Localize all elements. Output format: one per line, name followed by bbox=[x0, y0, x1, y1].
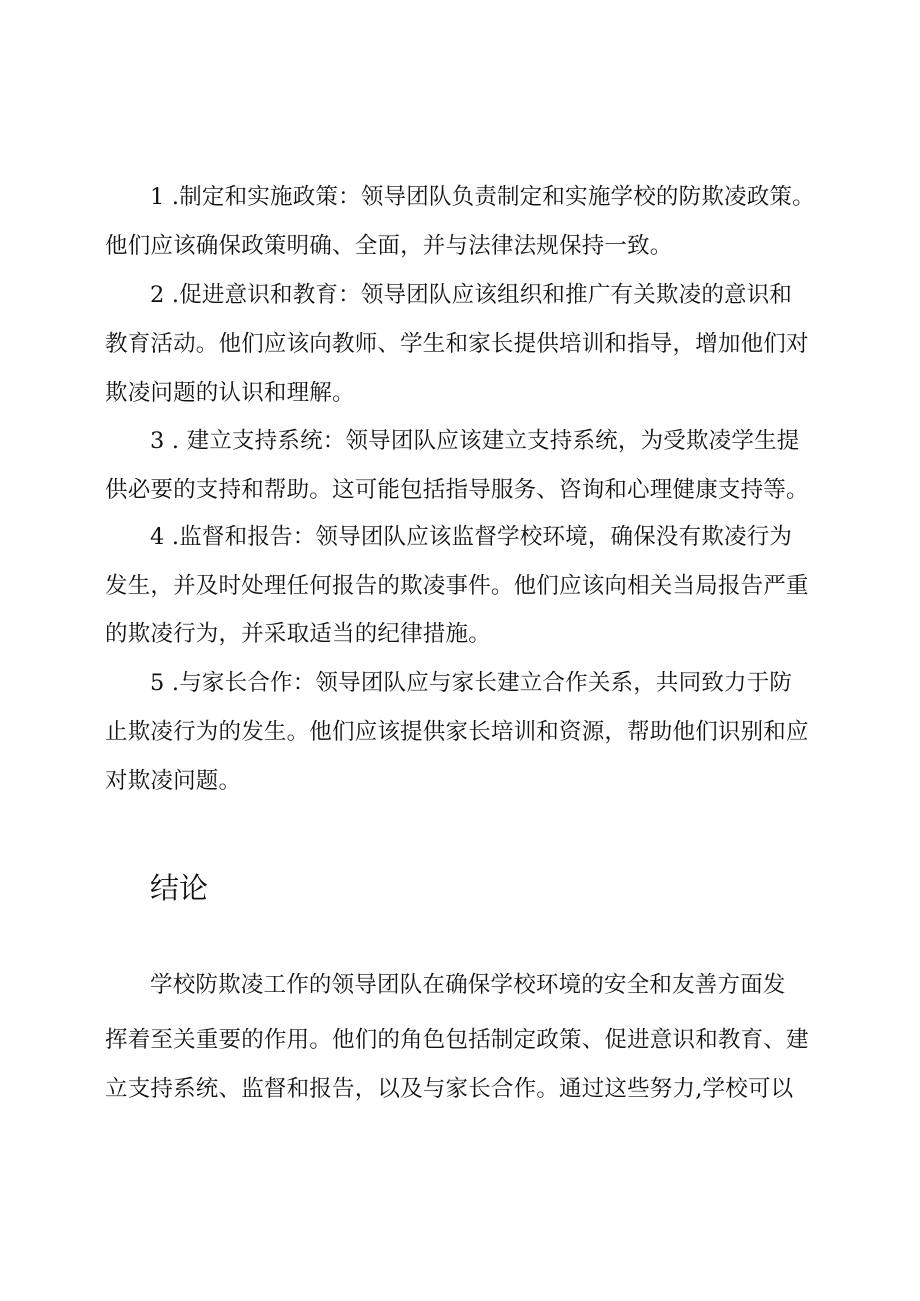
item-1-line-1: 1 .制定和实施政策：领导团队负责制定和实施学校的防欺凌政策。 bbox=[150, 184, 815, 210]
item-5-line-3: 对欺凌问题。 bbox=[105, 768, 242, 794]
item-1-line-2: 他们应该确保政策明确、全面，并与法律法规保持一致。 bbox=[105, 233, 673, 259]
item-5-line-2: 止欺凌行为的发生。他们应该提供家长培训和资源，帮助他们识别和应 bbox=[105, 719, 809, 745]
conclusion-line-3: 立支持系统、监督和报告，以及与家长合作。通过这些努力,学校可以 bbox=[105, 1076, 794, 1102]
item-2-line-1: 2 .促进意识和教育：领导团队应该组织和推广有关欺凌的意识和 bbox=[150, 282, 793, 308]
item-2-line-2: 教育活动。他们应该向教师、学生和家长提供培训和指导，增加他们对 bbox=[105, 331, 809, 357]
item-4-line-1: 4 .监督和报告：领导团队应该监督学校环境，确保没有欺凌行为 bbox=[150, 524, 793, 550]
item-2-line-3: 欺凌问题的认识和理解。 bbox=[105, 380, 355, 406]
item-3-line-2: 供必要的支持和帮助。这可能包括指导服务、咨询和心理健康支持等。 bbox=[105, 477, 809, 503]
conclusion-line-2: 挥着至关重要的作用。他们的角色包括制定政策、促进意识和教育、建 bbox=[105, 1027, 809, 1053]
conclusion-heading: 结论 bbox=[150, 871, 209, 905]
item-4-line-3: 的欺凌行为，并采取适当的纪律措施。 bbox=[105, 621, 491, 647]
item-5-line-1: 5 .与家长合作：领导团队应与家长建立合作关系，共同致力于防 bbox=[150, 670, 793, 696]
item-4-line-2: 发生，并及时处理任何报告的欺凌事件。他们应该向相关当局报告严重 bbox=[105, 573, 809, 599]
item-3-line-1: 3 . 建立支持系统：领导团队应该建立支持系统，为受欺凌学生提 bbox=[150, 428, 800, 454]
conclusion-line-1: 学校防欺凌工作的领导团队在确保学校环境的安全和友善方面发 bbox=[150, 972, 786, 998]
